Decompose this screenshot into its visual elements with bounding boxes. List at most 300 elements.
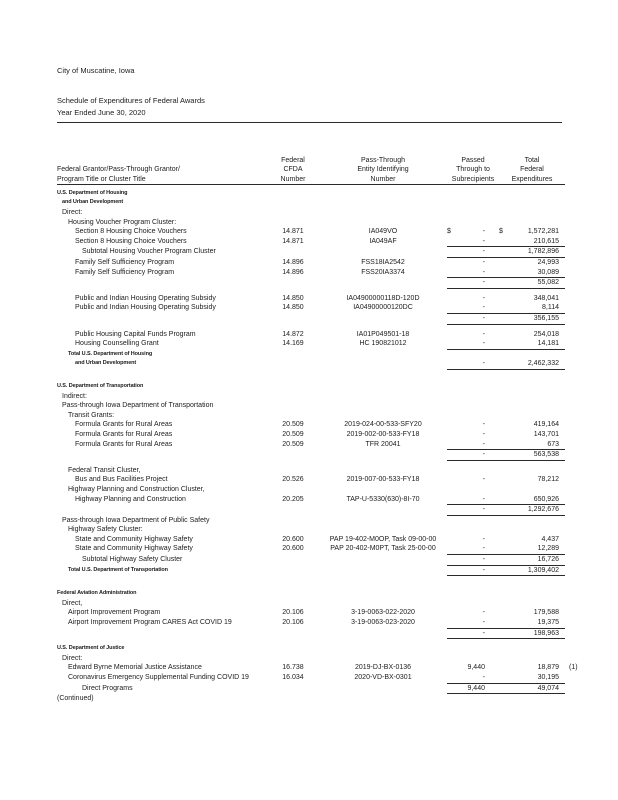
subrecipients-cell: - [447, 314, 499, 325]
expenditures-cell: 14,181 [499, 339, 565, 350]
note-cell [565, 589, 581, 599]
label-cell: and Urban Development [62, 199, 124, 206]
table-row [57, 485, 618, 495]
column-header-sub: Through to [456, 166, 490, 174]
column-header-pt: Pass-Through [361, 156, 405, 164]
subrecipients-cell: - [447, 544, 499, 555]
cfda-cell: 14.850 [282, 294, 304, 302]
doc-title: Schedule of Expenditures of Federal Awards [57, 96, 205, 105]
cfda-cell: 14.871 [282, 228, 304, 236]
subrecipients-cell [447, 198, 499, 208]
subrecipients-cell: - [447, 440, 499, 451]
expenditures-cell: 179,588 [533, 609, 559, 617]
expenditures-cell [499, 218, 565, 228]
table-row [57, 382, 618, 392]
label-cell: U.S. Department of Housing [57, 189, 128, 196]
expenditures-cell: 24,993 [537, 259, 559, 267]
expenditures-cell [499, 466, 565, 476]
cfda-cell [267, 401, 319, 411]
subrecipients-cell [447, 644, 499, 654]
doc-period: Year Ended June 30, 2020 [57, 107, 146, 117]
subrecipients-cell [447, 516, 499, 526]
cfda-cell [267, 599, 319, 609]
cfda-cell [267, 350, 319, 360]
cfda-cell [267, 208, 319, 218]
amount-value: - [482, 228, 485, 236]
label-cell: Family Self Sufficiency Program [75, 268, 175, 276]
label-cell: and Urban Development [75, 360, 137, 367]
cfda-cell: 20.205 [282, 495, 304, 503]
expenditures-cell [499, 654, 565, 664]
subrecipients-cell: - [482, 430, 485, 438]
passthrough-id-cell: IA01P049501-18 [356, 330, 410, 338]
column-header-pt: Number [319, 175, 447, 185]
cfda-cell [267, 555, 319, 566]
table-row [57, 505, 618, 516]
subrecipients-cell: - [447, 566, 499, 577]
note-cell [565, 392, 581, 402]
table-row [57, 629, 618, 640]
cfda-cell: 20.509 [282, 421, 304, 429]
cfda-cell [267, 516, 319, 526]
header-rule [57, 122, 562, 123]
cfda-cell: 14.896 [282, 259, 304, 267]
expenditures-cell: 419,164 [533, 421, 559, 429]
label-cell: Airport Improvement Program [68, 609, 161, 617]
passthrough-id-cell [319, 644, 447, 654]
label-cell: Highway Safety Cluster: [68, 526, 143, 534]
note-cell [565, 535, 581, 545]
cfda-cell [267, 684, 319, 695]
label-cell: Highway Planning and Construction [75, 495, 186, 503]
expenditures-cell: 673 [499, 440, 565, 451]
note-cell [565, 684, 581, 695]
table-row [57, 663, 618, 673]
label-cell: State and Community Highway Safety [75, 545, 193, 553]
column-header-cfda: CFDA [283, 166, 303, 174]
note-cell [565, 694, 581, 704]
passthrough-id-cell: IA04900000118D-120D [346, 294, 420, 302]
passthrough-id-cell [319, 359, 447, 370]
passthrough-id-cell: PAP 19-402-M0OP, Task 09-00-00 [329, 535, 437, 543]
subrecipients-cell [447, 382, 499, 392]
note-cell [565, 268, 581, 279]
table-row [57, 359, 618, 370]
passthrough-id-cell: 3-19-0063-022-2020 [351, 609, 415, 617]
cfda-cell: 16.034 [282, 674, 304, 682]
cfda-cell [267, 392, 319, 402]
passthrough-id-cell [319, 654, 447, 664]
passthrough-id-cell [319, 411, 447, 421]
table-row [57, 411, 618, 421]
note-cell [565, 227, 581, 237]
note-cell [565, 314, 581, 325]
subrecipients-cell: - [447, 237, 499, 248]
passthrough-id-cell: 2019-002-00-533-FY18 [346, 430, 420, 438]
subrecipients-cell: - [447, 629, 499, 640]
table-header-row [57, 165, 618, 175]
subrecipients-cell: - [447, 303, 499, 314]
note-cell [565, 608, 581, 618]
passthrough-id-cell [319, 350, 447, 360]
cfda-cell [267, 466, 319, 476]
table-row [57, 608, 618, 618]
column-header-pt: Entity Identifying [357, 166, 409, 174]
subrecipients-cell: - [482, 259, 485, 267]
passthrough-id-cell [319, 401, 447, 411]
passthrough-id-cell [319, 314, 447, 325]
subrecipients-cell: - [447, 505, 499, 516]
passthrough-id-cell: FSS18IA2542 [361, 259, 405, 267]
note-cell [565, 382, 581, 392]
passthrough-id-cell [319, 466, 447, 476]
table-row [57, 599, 618, 609]
passthrough-id-cell [319, 555, 447, 566]
subrecipients-cell [447, 227, 499, 237]
subrecipients-cell: 9,440 [467, 664, 485, 672]
expenditures-cell [499, 227, 565, 237]
subrecipients-cell: - [482, 609, 485, 617]
table-header-row [57, 156, 618, 166]
expenditures-cell: 18,879 [537, 664, 559, 672]
passthrough-id-cell: 3-19-0063-023-2020 [351, 619, 415, 627]
passthrough-id-cell [319, 566, 447, 577]
label-cell: Public and Indian Housing Operating Subsidy [75, 294, 216, 302]
cfda-cell: 14.896 [282, 268, 304, 276]
label-cell: Direct Programs [82, 684, 133, 692]
expenditures-cell [499, 382, 565, 392]
column-header-label [57, 156, 267, 166]
label-cell: Section 8 Housing Choice Vouchers [75, 228, 187, 236]
subrecipients-cell [447, 466, 499, 476]
note-cell [565, 258, 581, 268]
cfda-cell: 16.738 [282, 664, 304, 672]
passthrough-id-cell: TFR 20041 [365, 440, 401, 448]
passthrough-id-cell: IA049VO [368, 228, 398, 236]
subrecipients-cell [447, 654, 499, 664]
note-cell [565, 294, 581, 304]
table-row [57, 694, 618, 704]
table-row [57, 450, 618, 461]
label-cell: Direct: [62, 209, 83, 217]
column-header-sub: Passed [461, 156, 485, 164]
table-row [57, 330, 618, 340]
dollar-sign: $ [447, 228, 451, 236]
subrecipients-cell: - [447, 247, 499, 258]
expenditures-cell [499, 411, 565, 421]
column-header-exp: Total [524, 156, 540, 164]
subrecipients-cell [447, 694, 499, 704]
subrecipients-cell: - [447, 268, 499, 279]
table-row [57, 684, 618, 695]
passthrough-id-cell [319, 189, 447, 199]
subrecipients-cell: - [447, 359, 499, 370]
passthrough-id-cell [319, 278, 447, 289]
table-row [57, 475, 618, 485]
column-header-exp: Expenditures [499, 175, 565, 185]
dollar-sign: $ [499, 228, 503, 236]
passthrough-id-cell: IA04900000120DC [353, 304, 413, 312]
note-cell [565, 303, 581, 314]
subrecipients-cell [447, 599, 499, 609]
passthrough-id-cell [319, 208, 447, 218]
subrecipients-cell [447, 411, 499, 421]
column-header-cfda: Federal [281, 156, 305, 164]
subrecipients-cell [447, 525, 499, 535]
table-row [57, 247, 618, 258]
column-header-label: Federal Grantor/Pass-Through Grantor/ [57, 166, 180, 174]
label-cell: Coronavirus Emergency Supplemental Funding COVID 19 [68, 674, 249, 682]
note-cell [565, 475, 581, 485]
note-cell [565, 629, 581, 640]
note-cell [565, 618, 581, 629]
column-header-exp: Federal [520, 166, 544, 174]
table-row [57, 644, 618, 654]
table-row [57, 618, 618, 629]
expenditures-cell: 198,963 [499, 629, 565, 640]
passthrough-id-cell [319, 589, 447, 599]
note-cell [565, 198, 581, 208]
table-row [57, 258, 618, 268]
cfda-cell [267, 644, 319, 654]
label-cell: Federal Aviation Administration [57, 590, 137, 597]
cfda-cell [267, 654, 319, 664]
table-row [57, 278, 618, 289]
table-row [57, 516, 618, 526]
label-cell: Edward Byrne Memorial Justice Assistance [68, 664, 202, 672]
table-row [57, 555, 618, 566]
cfda-cell [267, 189, 319, 199]
note-cell [565, 525, 581, 535]
table-row [57, 350, 618, 360]
table-row [57, 314, 618, 325]
expenditures-cell: 4,437 [541, 535, 559, 543]
table-row [57, 189, 618, 199]
table-row [57, 430, 618, 440]
table-row [57, 218, 618, 228]
org-name: City of Muscatine, Iowa [57, 66, 135, 75]
expenditures-cell [499, 189, 565, 199]
note-cell [565, 505, 581, 516]
table-row [57, 495, 618, 506]
subrecipients-cell: - [447, 618, 499, 629]
cfda-cell [267, 566, 319, 577]
row-spacer [57, 370, 618, 382]
label-cell [57, 505, 267, 516]
expenditures-cell: 2,462,332 [499, 359, 565, 370]
table-body [57, 189, 618, 704]
cfda-cell: 20.600 [282, 545, 304, 553]
subrecipients-cell [447, 208, 499, 218]
subrecipients-cell: 9,440 [447, 684, 499, 695]
note-cell [565, 208, 581, 218]
expenditures-cell: 30,195 [499, 673, 565, 684]
passthrough-id-cell: IA049AF [369, 237, 397, 245]
note-cell [565, 247, 581, 258]
label-cell [57, 314, 267, 325]
label-cell: Public Housing Capital Funds Program [75, 330, 196, 338]
column-header-cfda: Number [267, 175, 319, 185]
subrecipients-cell: - [447, 278, 499, 289]
label-cell: State and Community Highway Safety [75, 535, 193, 543]
table-row [57, 294, 618, 304]
cfda-cell: 20.509 [282, 440, 304, 448]
label-cell: Federal Transit Cluster, [68, 466, 141, 474]
expenditures-cell: 650,926 [499, 495, 565, 506]
cfda-cell: 14.850 [282, 304, 304, 312]
expenditures-cell: 12,289 [499, 544, 565, 555]
table-row [57, 566, 618, 577]
cfda-cell [267, 450, 319, 461]
label-cell: Housing Voucher Program Cluster: [68, 218, 177, 226]
table-row [57, 303, 618, 314]
note-cell [565, 654, 581, 664]
column-header-note [565, 165, 581, 175]
table-row [57, 440, 618, 451]
passthrough-id-cell [319, 450, 447, 461]
passthrough-id-cell [319, 629, 447, 640]
subrecipients-cell [447, 401, 499, 411]
passthrough-id-cell [319, 516, 447, 526]
expenditures-cell: 78,212 [537, 476, 559, 484]
note-cell: (1) [569, 664, 578, 672]
note-cell [565, 350, 581, 360]
passthrough-id-cell: FSS20IA3374 [361, 268, 405, 276]
expenditures-cell: 1,292,676 [499, 505, 565, 516]
expenditures-cell: 16,726 [499, 555, 565, 566]
passthrough-id-cell: 2020-VD-BX-0301 [354, 674, 412, 682]
note-cell [565, 450, 581, 461]
table-row [57, 401, 618, 411]
table-row [57, 227, 618, 237]
expenditures-cell: 8,114 [499, 303, 565, 314]
table-row [57, 208, 618, 218]
note-cell [565, 339, 581, 350]
label-cell: Bus and Bus Facilities Project [75, 476, 168, 484]
subrecipients-cell: - [447, 555, 499, 566]
label-cell: Section 8 Housing Choice Vouchers [75, 237, 187, 245]
column-header-note [565, 156, 581, 166]
table-header-row [57, 175, 618, 185]
expenditures-cell: 19,375 [499, 618, 565, 629]
label-cell: U.S. Department of Transportation [57, 382, 144, 389]
table-row [57, 535, 618, 545]
passthrough-id-cell: 2019-DJ-BX-0136 [354, 664, 412, 672]
passthrough-id-cell [319, 485, 447, 495]
note-cell [565, 430, 581, 440]
subrecipients-cell: - [447, 339, 499, 350]
note-cell [565, 466, 581, 476]
label-cell: Total U.S. Department of Transportation [68, 566, 168, 573]
table-row [57, 654, 618, 664]
note-cell [565, 599, 581, 609]
passthrough-id-cell [319, 382, 447, 392]
label-cell: Highway Planning and Construction Cluster, [68, 485, 205, 493]
amount-value: 1,572,281 [527, 228, 559, 236]
expenditures-cell [499, 198, 565, 208]
note-cell [565, 411, 581, 421]
label-cell: Formula Grants for Rural Areas [75, 421, 173, 429]
note-cell [565, 566, 581, 577]
expenditures-cell: 1,782,896 [499, 247, 565, 258]
subrecipients-cell: - [447, 495, 499, 506]
expenditures-cell [499, 644, 565, 654]
table-row [57, 673, 618, 684]
table-row [57, 466, 618, 476]
label-cell [57, 629, 267, 640]
cfda-cell [267, 314, 319, 325]
cfda-cell: 20.526 [282, 476, 304, 484]
subrecipients-cell: - [482, 535, 485, 543]
subrecipients-cell: - [447, 450, 499, 461]
note-cell [565, 218, 581, 228]
note-cell [565, 330, 581, 340]
expenditures-cell: 1,309,402 [499, 566, 565, 577]
cfda-cell: 20.106 [282, 609, 304, 617]
expenditures-cell [499, 599, 565, 609]
label-cell: Pass-through Iowa Department of Public Safety [62, 516, 210, 524]
expenditures-cell: 55,082 [499, 278, 565, 289]
passthrough-id-cell [319, 247, 447, 258]
cfda-cell [267, 218, 319, 228]
subrecipients-cell [447, 485, 499, 495]
note-cell [565, 495, 581, 506]
expenditures-cell: 254,018 [533, 330, 559, 338]
note-cell [565, 644, 581, 654]
subrecipients-cell [447, 218, 499, 228]
label-cell: Subtotal Housing Voucher Program Cluster [82, 248, 216, 256]
subrecipients-cell [447, 589, 499, 599]
passthrough-id-cell [319, 694, 447, 704]
expenditures-cell: 143,701 [533, 430, 559, 438]
subrecipients-cell [447, 350, 499, 360]
note-cell [565, 673, 581, 684]
passthrough-id-cell [319, 218, 447, 228]
cfda-cell [267, 278, 319, 289]
cfda-cell [267, 382, 319, 392]
cfda-cell [267, 411, 319, 421]
note-cell [565, 401, 581, 411]
cfda-cell: 14.872 [282, 330, 304, 338]
expenditures-cell [499, 525, 565, 535]
label-cell: Formula Grants for Rural Areas [75, 430, 173, 438]
table-header [57, 156, 618, 185]
cfda-cell [267, 525, 319, 535]
cfda-cell: 14.169 [282, 340, 304, 348]
expenditures-cell: 348,041 [533, 294, 559, 302]
cfda-cell: 14.871 [282, 237, 304, 245]
row-spacer [57, 576, 618, 589]
label-cell: Housing Counselling Grant [75, 340, 159, 348]
expenditures-cell [499, 208, 565, 218]
table-row [57, 268, 618, 279]
expenditures-cell [499, 694, 565, 704]
label-cell: Direct: [62, 654, 83, 662]
subrecipients-cell [447, 392, 499, 402]
passthrough-id-cell: PAP 20-402-M0PT, Task 25-00-00 [330, 545, 436, 553]
label-cell: Family Self Sufficiency Program [75, 259, 175, 267]
cfda-cell [267, 485, 319, 495]
label-cell: Total U.S. Department of Housing [68, 350, 153, 357]
cfda-cell [267, 359, 319, 370]
expenditures-cell: 210,615 [499, 237, 565, 248]
note-cell [565, 440, 581, 451]
subrecipients-cell: - [447, 673, 499, 684]
label-cell [57, 278, 267, 289]
expenditures-cell [499, 516, 565, 526]
subrecipients-cell: - [482, 294, 485, 302]
passthrough-id-cell: HC 190821012 [359, 340, 407, 348]
